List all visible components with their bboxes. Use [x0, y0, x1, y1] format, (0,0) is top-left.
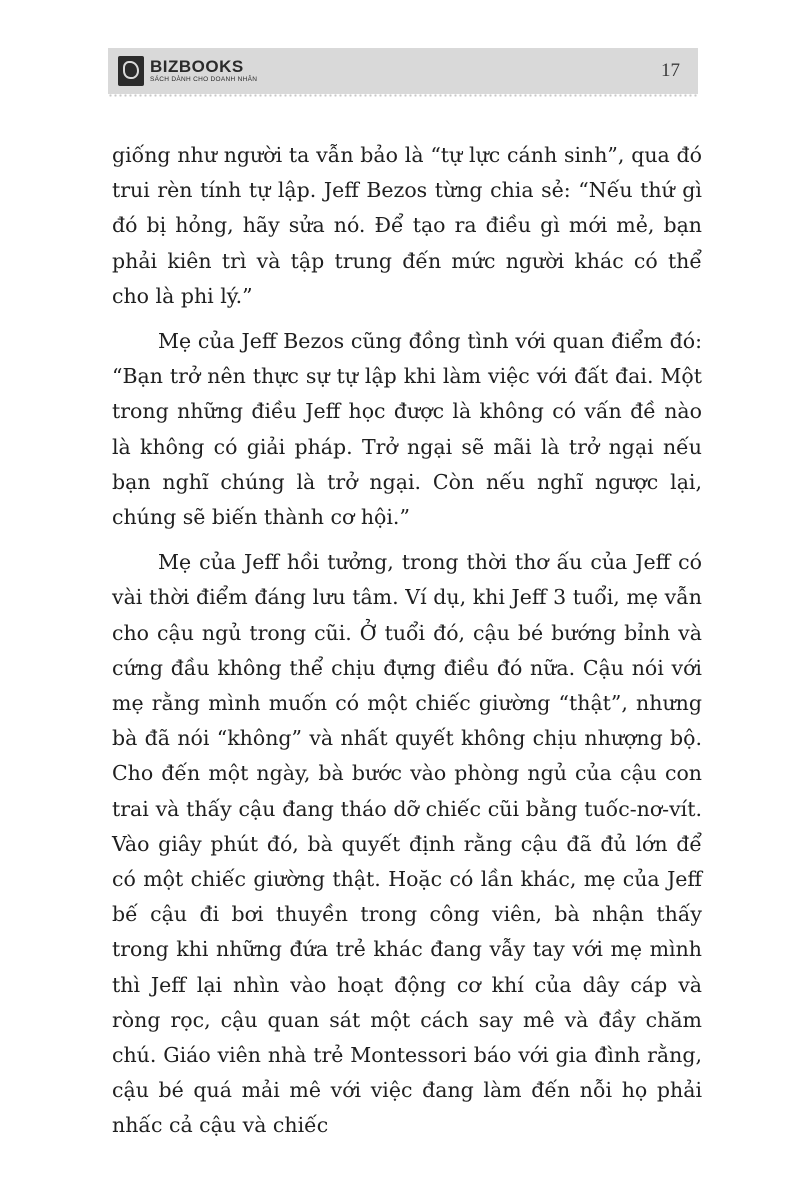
bizbooks-logo-icon [118, 56, 144, 86]
page-body [112, 138, 702, 1154]
brand-tagline: SÁCH DÀNH CHO DOANH NHÂN [150, 76, 258, 84]
page-number: 17 [661, 60, 680, 81]
brand-name: BIZBOOKS [150, 57, 244, 77]
paragraph: Mẹ của Jeff Bezos cũng đồng tình với quan điểm đó: “Bạn trở nên thực sự tự lập khi làm việc với đất đai. Một trong những điều Jeff học được là không có vấn đề nào là không có giải pháp. Trở ngại sẽ mãi là trở ngại nếu bạn nghĩ chúng là trở ngại. Còn nếu nghĩ ngược lại, chúng sẽ biến thành cơ hội.” [112, 329, 702, 530]
brand [118, 56, 257, 86]
running-header [108, 48, 698, 94]
paragraph-continued: giống như người ta vẫn bảo là “tự lực cánh sinh”, qua đó trui rèn tính tự lập. Jeff Bezos từng chia sẻ: “Nếu thứ gì đó bị hỏng, hãy sửa nó. Để tạo ra điều gì mới mẻ, bạn phải kiên trì và tập trung đến mức người khác có thể cho là phi lý.” [112, 143, 702, 308]
brand-text [150, 58, 257, 84]
paragraph: Mẹ của Jeff hồi tưởng, trong thời thơ ấu của Jeff có vài thời điểm đáng lưu tâm. Ví dụ, khi Jeff 3 tuổi, mẹ vẫn cho cậu ngủ trong cũi. Ở tuổi đó, cậu bé bướng bỉnh và cứng đầu không thể chịu đựng điều đó nữa. Cậu nói với mẹ rằng mình muốn có một chiếc giường “thật”, nhưng bà đã nói “không” và nhất quyết không chịu nhượng bộ. Cho đến một ngày, bà bước vào phòng ngủ của cậu con trai và thấy cậu đang tháo dỡ chiếc cũi bằng tuốc-nơ-vít. Vào giây phút đó, bà quyết định rằng cậu đã đủ lớn để có một chiếc giường thật. Hoặc có lần khác, mẹ của Jeff bế cậu đi bơi thuyền trong công viên, bà nhận thấy trong khi những đứa trẻ khác đang vẫy tay với mẹ mình thì Jeff lại nhìn vào hoạt động cơ khí của dây cáp và ròng rọc, cậu quan sát một cách say mê và đầy chăm chú. Giáo viên nhà trẻ Montessori báo với gia đình rằng, cậu bé quá mải mê với việc đang làm đến nỗi họ phải nhấc cả cậu và chiếc [112, 550, 702, 1138]
